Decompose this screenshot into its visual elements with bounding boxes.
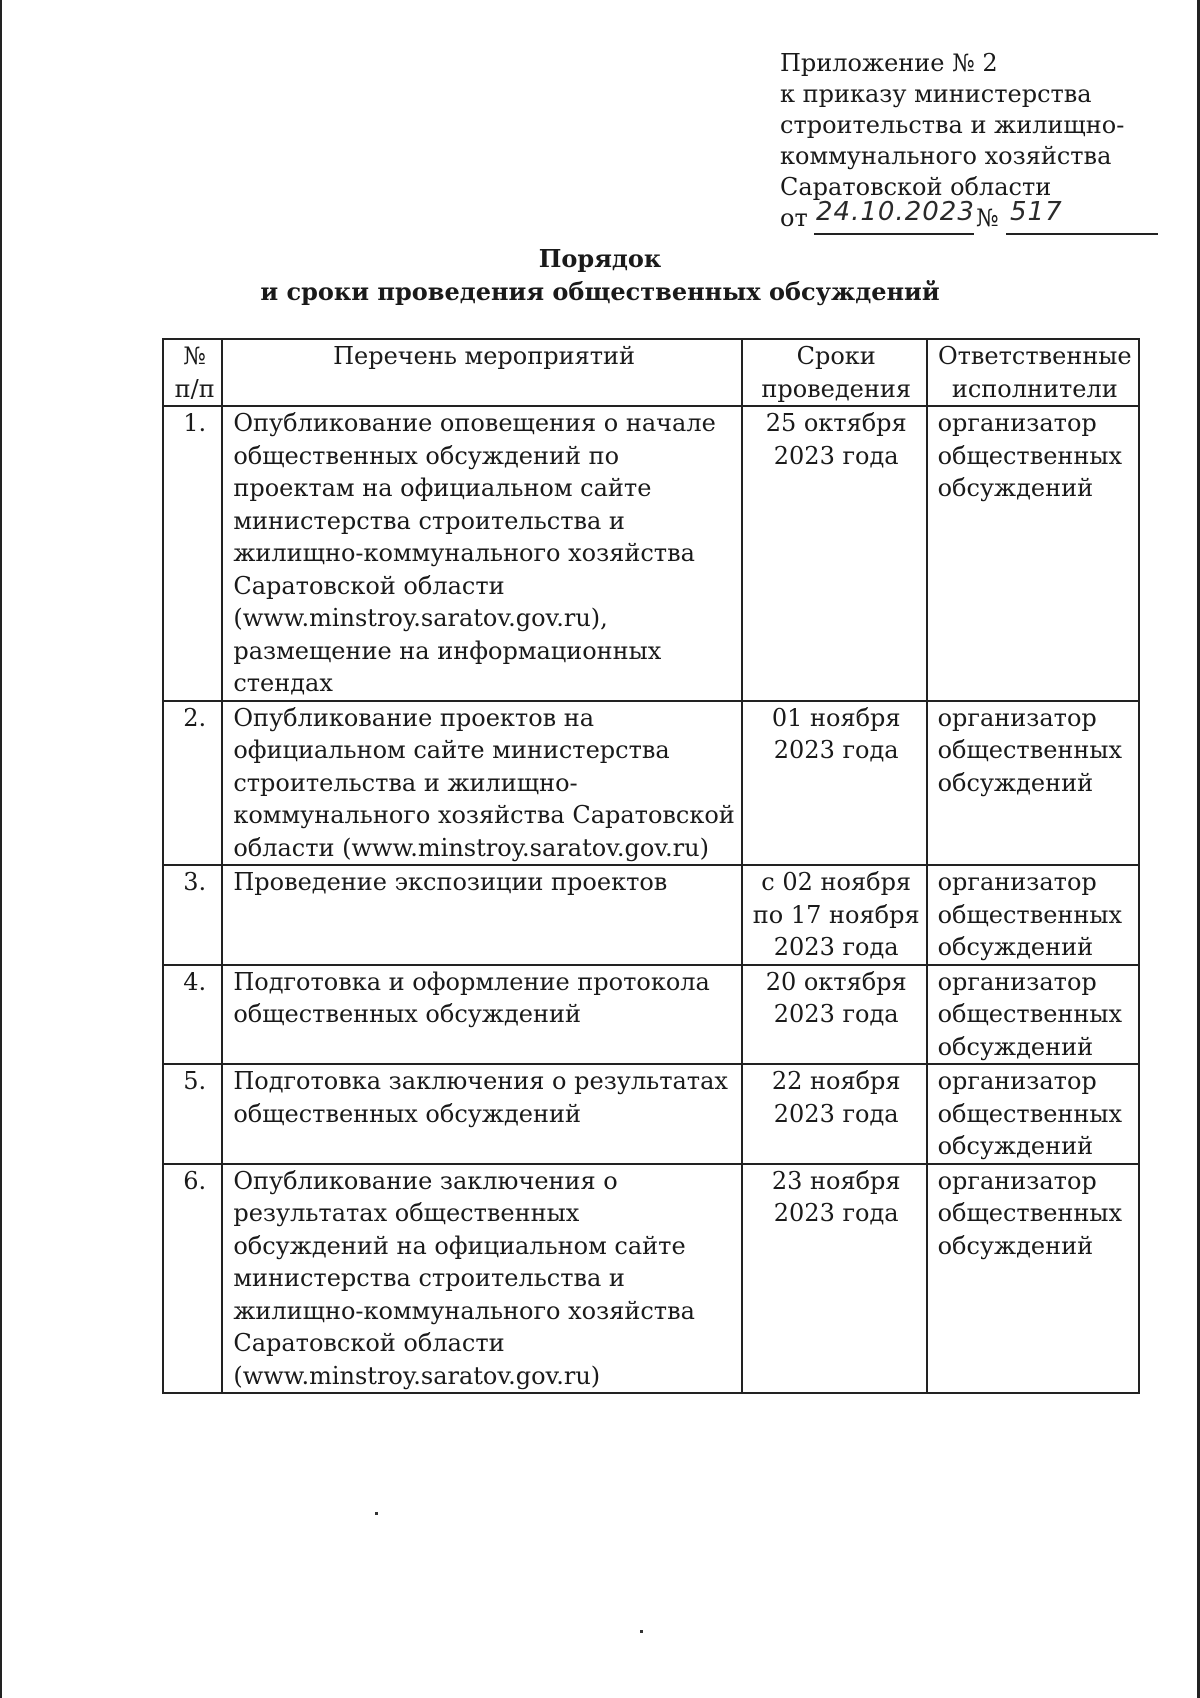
cell-dates — [742, 865, 927, 965]
cell-text-line: Проведение экспозиции проектов — [233, 868, 668, 896]
cell-num — [163, 701, 222, 866]
handwritten-number: 517 — [1010, 197, 1063, 227]
cell-text-line: общественных — [937, 1199, 1123, 1227]
cell-text-line: размещение на информационных — [233, 636, 662, 665]
cell-text-line: организатор — [937, 703, 1097, 732]
cell-text-line: 2023 года — [773, 441, 899, 470]
cell-dates — [742, 406, 927, 701]
header-line: проведения — [761, 374, 911, 403]
cell-num — [163, 1164, 222, 1394]
cell-responsible — [927, 965, 1139, 1065]
cell-text-line: с 02 ноября — [761, 868, 912, 896]
cell-text-line: 23 ноября — [771, 1166, 901, 1195]
header-line: Сроки — [796, 342, 876, 370]
title-line: и сроки проведения общественных обсуждений — [260, 277, 940, 306]
cell-responsible — [927, 406, 1139, 701]
cell-text-line: общественных — [937, 441, 1123, 470]
cell-text-line: 3. — [183, 868, 207, 896]
cell-dates — [742, 1164, 927, 1394]
cell-responsible — [927, 1064, 1139, 1164]
table-row — [163, 865, 1139, 965]
header-responsible — [927, 339, 1139, 406]
cell-text-line: министерства строительства и — [233, 506, 625, 535]
from-prefix: от — [780, 204, 808, 232]
cell-num — [163, 1064, 222, 1164]
cell-text-line: обсуждений — [937, 474, 1094, 502]
cell-text-line: официальном сайте министерства — [233, 736, 670, 764]
cell-text-line: Опубликование заключения о — [233, 1166, 618, 1195]
order-date-number-line — [780, 197, 1124, 234]
cell-text-line: обсуждений — [937, 933, 1094, 961]
header-dates — [742, 339, 927, 406]
cell-text-line: стендах — [233, 669, 333, 697]
cell-text-line: общественных обсуждений — [233, 1000, 581, 1028]
annex-header — [780, 48, 1124, 234]
table-header-row — [163, 339, 1139, 406]
cell-activity — [222, 865, 741, 965]
cell-text-line: 2023 года — [773, 1199, 899, 1227]
annex-line: Приложение № 2 — [780, 49, 998, 77]
cell-num — [163, 865, 222, 965]
cell-dates — [742, 965, 927, 1065]
header-line: № — [183, 342, 207, 370]
cell-text-line: 4. — [183, 967, 207, 996]
cell-text-line: 2023 года — [773, 1099, 899, 1128]
cell-text-line: строительства и жилищно- — [233, 768, 578, 797]
cell-text-line: проектам на официальном сайте — [233, 474, 652, 502]
cell-text-line: организатор — [937, 1067, 1097, 1095]
cell-text-line: 2023 года — [773, 736, 899, 764]
table-row — [163, 1164, 1139, 1394]
cell-text-line: (www.minstroy.saratov.gov.ru), — [233, 604, 608, 632]
table-row — [163, 406, 1139, 701]
cell-text-line: (www.minstroy.saratov.gov.ru) — [233, 1361, 601, 1390]
cell-text-line: 25 октября — [765, 409, 907, 437]
cell-text-line: жилищно-коммунального хозяйства — [233, 539, 695, 567]
cell-text-line: результатах общественных — [233, 1199, 580, 1227]
cell-text-line: организатор — [937, 868, 1097, 896]
cell-text-line: организатор — [937, 409, 1097, 437]
header-line: Перечень мероприятий — [333, 342, 636, 370]
document-title — [0, 242, 1200, 308]
cell-responsible — [927, 701, 1139, 866]
cell-activity — [222, 1064, 741, 1164]
cell-text-line: коммунального хозяйства Саратовской — [233, 801, 735, 829]
cell-responsible — [927, 1164, 1139, 1394]
table-row — [163, 965, 1139, 1065]
schedule-table — [162, 338, 1140, 1394]
cell-text-line: Саратовской области — [233, 571, 505, 600]
table-row — [163, 701, 1139, 866]
cell-activity — [222, 406, 741, 701]
header-line: Ответственные — [937, 342, 1132, 370]
annex-line: коммунального хозяйства — [780, 142, 1112, 170]
annex-line: Саратовской области — [780, 173, 1052, 201]
cell-text-line: организатор — [937, 967, 1097, 996]
cell-text-line: обсуждений — [937, 1032, 1094, 1061]
cell-text-line: обсуждений — [937, 1132, 1094, 1160]
cell-activity — [222, 701, 741, 866]
header-line: п/п — [174, 374, 215, 403]
number-underline — [1006, 233, 1158, 235]
cell-activity — [222, 1164, 741, 1394]
cell-num — [163, 965, 222, 1065]
cell-text-line: обсуждений на официальном сайте — [233, 1231, 686, 1260]
scan-speck — [375, 1512, 378, 1515]
cell-responsible — [927, 865, 1139, 965]
cell-text-line: обсуждений — [937, 1231, 1094, 1260]
cell-text-line: общественных — [937, 900, 1123, 929]
cell-text-line: Подготовка и оформление протокола — [233, 967, 710, 996]
cell-text-line: обсуждений — [937, 768, 1094, 797]
cell-text-line: Опубликование оповещения о начале — [233, 409, 716, 437]
cell-text-line: 1. — [183, 409, 207, 437]
cell-text-line: Подготовка заключения о результатах — [233, 1067, 728, 1095]
cell-text-line: жилищно-коммунального хозяйства — [233, 1296, 695, 1325]
cell-text-line: общественных обсуждений — [233, 1099, 581, 1128]
cell-text-line: 2023 года — [773, 1000, 899, 1028]
cell-text-line: Опубликование проектов на — [233, 703, 595, 732]
cell-text-line: 2. — [183, 703, 207, 732]
cell-text-line: Саратовской области — [233, 1329, 505, 1357]
cell-dates — [742, 1064, 927, 1164]
title-line: Порядок — [538, 244, 662, 273]
cell-text-line: общественных — [937, 1099, 1123, 1128]
cell-text-line: 20 октября — [765, 967, 907, 996]
number-sign: № — [976, 204, 999, 232]
cell-text-line: 5. — [183, 1067, 207, 1095]
cell-text-line: общественных — [937, 1000, 1123, 1028]
cell-text-line: общественных обсуждений по — [233, 441, 620, 470]
cell-text-line: по 17 ноября — [752, 900, 920, 929]
handwritten-date: 24.10.2023 — [816, 197, 975, 227]
cell-text-line: 22 ноября — [771, 1067, 901, 1095]
cell-text-line: области (www.minstroy.saratov.gov.ru) — [233, 833, 709, 862]
annex-line: к приказу министерства — [780, 80, 1092, 108]
cell-num — [163, 406, 222, 701]
header-line: исполнители — [951, 374, 1118, 403]
date-underline — [814, 233, 974, 235]
table-body — [163, 406, 1139, 1393]
cell-text-line: министерства строительства и — [233, 1264, 625, 1292]
cell-text-line: организатор — [937, 1166, 1097, 1195]
table-row — [163, 1064, 1139, 1164]
header-num — [163, 339, 222, 406]
cell-text-line: 6. — [183, 1166, 207, 1195]
cell-dates — [742, 701, 927, 866]
scan-speck — [640, 1630, 643, 1633]
cell-text-line: общественных — [937, 736, 1123, 764]
cell-text-line: 2023 года — [773, 933, 899, 961]
cell-activity — [222, 965, 741, 1065]
cell-text-line: 01 ноября — [771, 703, 901, 732]
annex-line: строительства и жилищно- — [780, 111, 1125, 139]
header-activity — [222, 339, 741, 406]
